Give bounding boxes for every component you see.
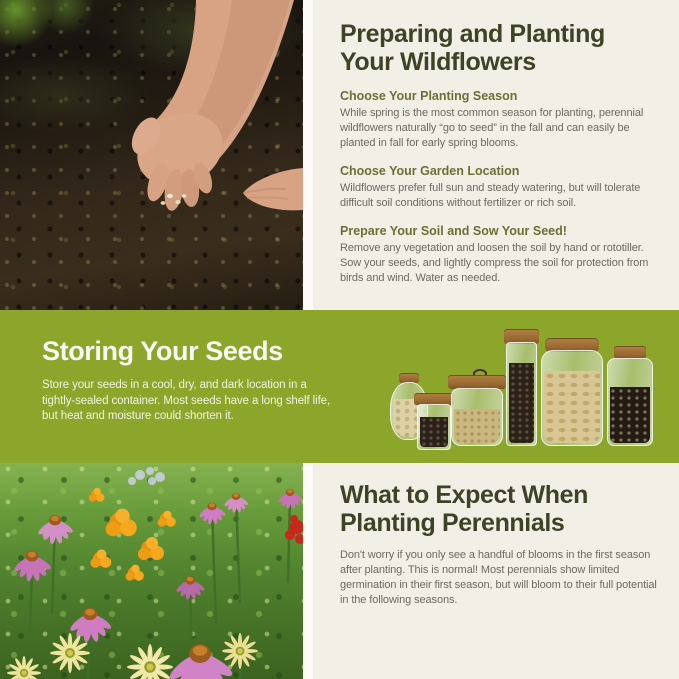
storing-seeds-section (0, 310, 679, 463)
tip-garden-location (340, 164, 662, 211)
jar-small-dark (417, 404, 451, 450)
bottom-heading-line2: Planting Perennials (340, 509, 565, 537)
bottom-heading-line1: What to Expect When (340, 481, 588, 509)
jar-squat-tan (451, 388, 503, 446)
tip-title: Prepare Your Soil and Sow Your Seed! (340, 224, 567, 238)
divider-strip-bottom (303, 463, 313, 679)
seed-jars-photo (0, 310, 679, 463)
hand-illustration (0, 0, 303, 310)
top-heading-line1: Preparing and Planting (340, 20, 605, 48)
bottom-body: Don't worry if you only see a handful of blooms in the first season after planting. This is normal! Most perennials show limited germination in their first season, but will bloom to their full potential in the following seasons. (340, 549, 657, 606)
bottom-heading (340, 481, 662, 537)
tip-title: Choose Your Garden Location (340, 164, 520, 178)
tip-body: Wildflowers prefer full sun and steady watering, but will tolerate difficult soil conditions without fertilizer or rich soil. (340, 182, 641, 209)
tip-title: Choose Your Planting Season (340, 89, 518, 103)
jar-tall-dark (506, 342, 537, 446)
band-heading: Storing Your Seeds (42, 336, 283, 366)
tip-body: Remove any vegetation and loosen the soil by hand or rototiller. Sow your seeds, and lightly compress the soil for protection from birds and wind. Water as needed. (340, 242, 649, 284)
top-heading-line2: Your Wildflowers (340, 48, 536, 76)
bottom-text-panel (313, 463, 679, 679)
band-body: Store your seeds in a cool, dry, and dark location in a tightly-sealed container. Most seeds have a long shelf life, but heat and moisture could shorten it. (42, 379, 331, 422)
divider-strip-top (303, 0, 313, 310)
wildflowers-illustration (0, 463, 303, 679)
top-text-panel (313, 0, 679, 310)
jar-bottle-mixed (607, 358, 653, 446)
wildflower-garden-photo (0, 463, 303, 679)
tip-prepare-soil (340, 224, 662, 286)
top-section (0, 0, 679, 310)
tip-planting-season (340, 89, 662, 151)
jar-large-pumpkin (541, 350, 603, 446)
bottom-section (0, 463, 679, 679)
tip-body: While spring is the most common season for planting, perennial wildflowers naturally “go to seed” in the fall and can easily be planted in fall for early spring blooms. (340, 107, 644, 149)
hand-sowing-seeds-photo (0, 0, 303, 310)
top-heading (340, 20, 662, 76)
